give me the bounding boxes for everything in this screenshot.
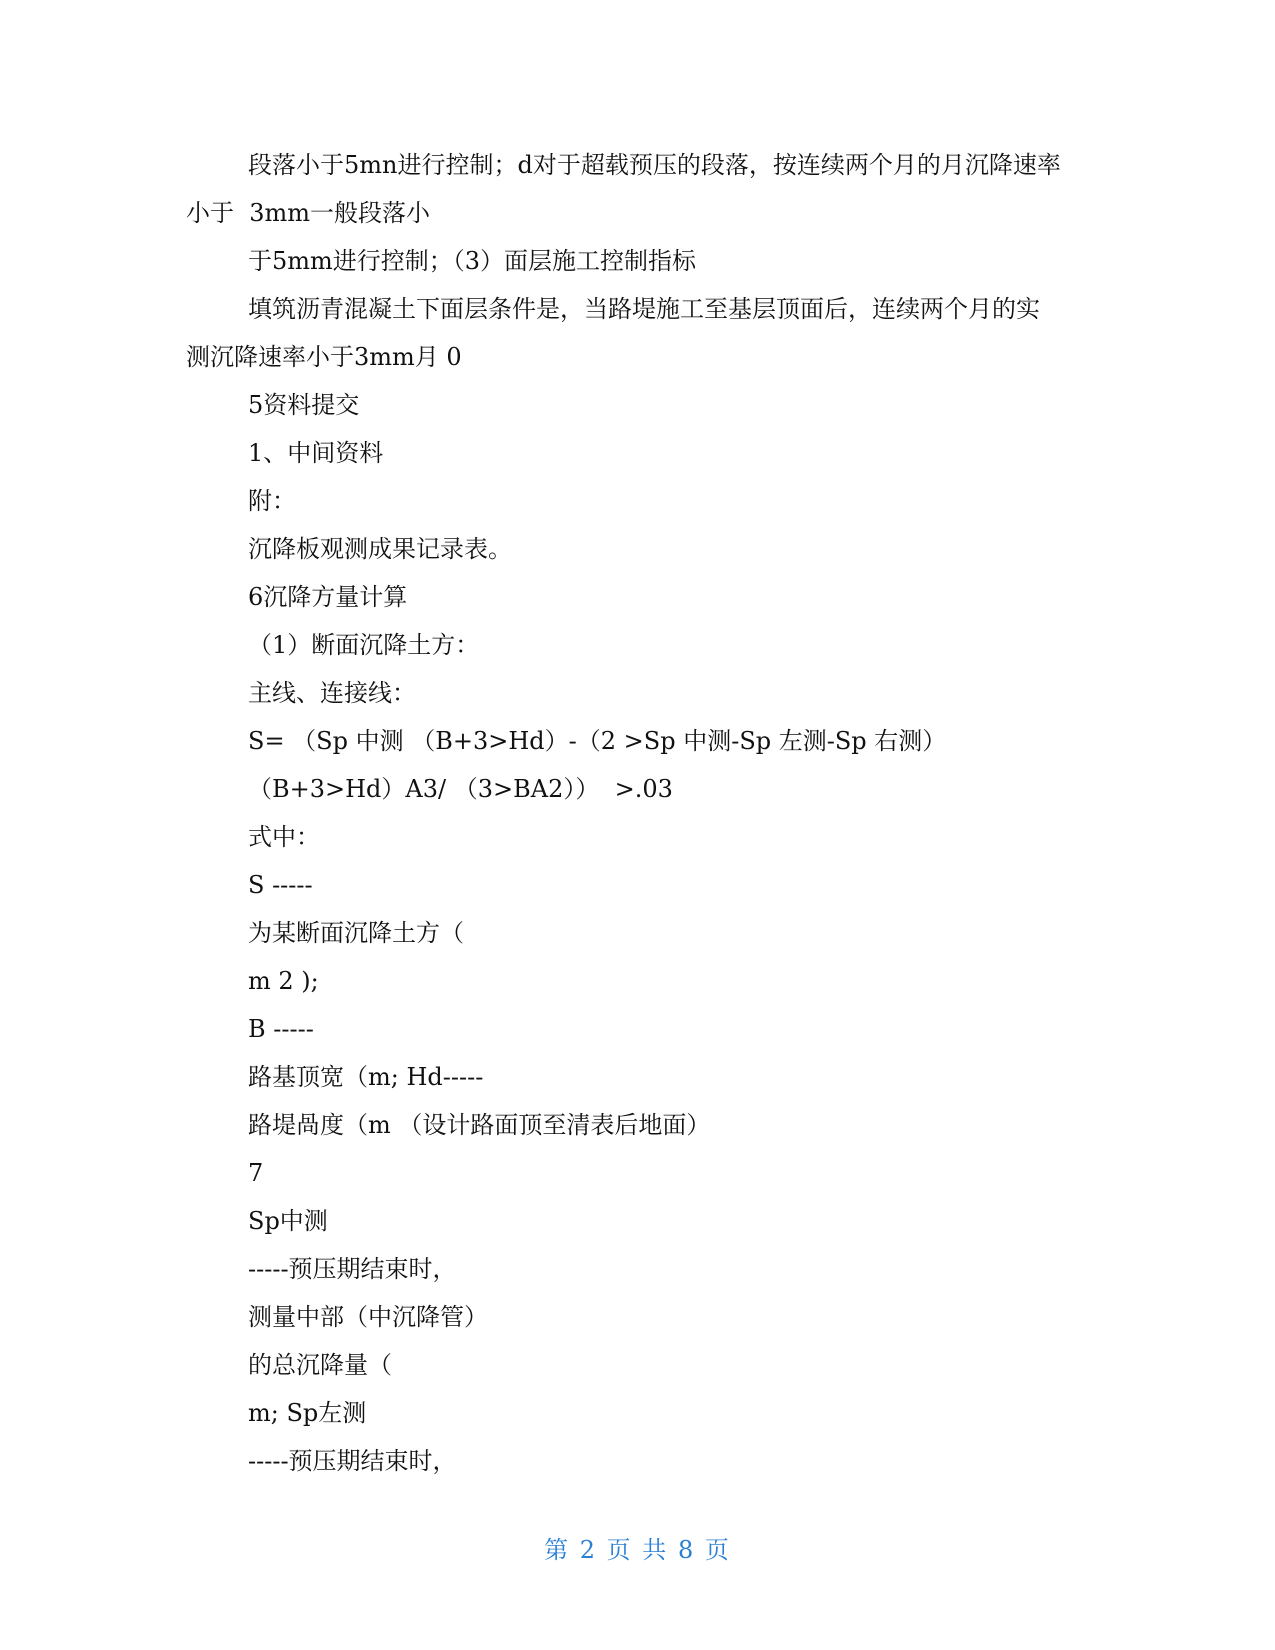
text-line: 于5mm进行控制；（3）面层施工控制指标 xyxy=(248,247,697,275)
subsection-heading: 1、中间资料 xyxy=(248,439,384,467)
formula-line: S= （Sp 中测 （B+3>Hd）-（2 >Sp 中测-Sp 左测-Sp 右测） xyxy=(248,727,947,755)
text-line: S ----- xyxy=(248,871,313,899)
text-line: 为某断面沉降土方（ xyxy=(248,919,464,947)
text-line: 主线、连接线： xyxy=(248,679,416,707)
text-line: m; Sp左测 xyxy=(248,1399,367,1427)
text-line: -----预压期结束时， xyxy=(248,1255,457,1283)
text-line: 小于 3mm一般段落小 xyxy=(186,199,431,227)
text-line: 沉降板观测成果记录表。 xyxy=(248,535,512,563)
text-line: 式中： xyxy=(248,823,320,851)
text-line: （1）断面沉降土方： xyxy=(248,631,480,659)
formula-line: （B+3>Hd）A3/ （3>BA2）） >.03 xyxy=(248,775,673,803)
text-line: 测量中部（中沉降管） xyxy=(248,1303,488,1331)
page-number-footer: 第 2 页 共 8 页 xyxy=(544,1536,731,1564)
text-line: -----预压期结束时， xyxy=(248,1447,457,1475)
text-line: 7 xyxy=(248,1159,264,1187)
text-line: 路基顶宽（m; Hd----- xyxy=(248,1063,484,1091)
text-line: 附： xyxy=(248,487,296,515)
text-line: 段落小于5mn进行控制；d对于超载预压的段落，按连续两个月的月沉降速率 xyxy=(248,151,1061,179)
section-heading: 5资料提交 xyxy=(248,391,360,419)
section-heading: 6沉降方量计算 xyxy=(248,583,408,611)
text-line: B ----- xyxy=(248,1015,314,1043)
text-line: 路堤咼度（m （设计路面顶至清表后地面） xyxy=(248,1111,711,1139)
text-line: 测沉降速率小于3mm月 0 xyxy=(186,343,462,371)
text-line: 的总沉降量（ xyxy=(248,1351,392,1379)
text-line: Sp中测 xyxy=(248,1207,328,1235)
text-line: 填筑沥青混凝土下面层条件是，当路堤施工至基层顶面后，连续两个月的实 xyxy=(248,295,1040,323)
text-line: m 2 ); xyxy=(248,967,319,995)
